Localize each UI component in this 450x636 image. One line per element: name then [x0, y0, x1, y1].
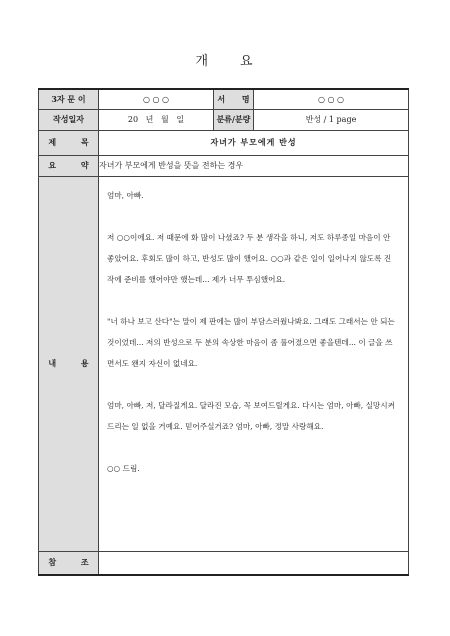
letter-greeting: 엄마, 아빠. [107, 190, 144, 200]
page-title-left: 개 [195, 54, 210, 69]
letter-body [99, 177, 408, 487]
signature-value[interactable]: ○ ○ ○ [254, 89, 409, 109]
subject-value[interactable]: 자녀가 부모에게 반성 [99, 130, 409, 155]
author-value[interactable]: ○ ○ ○ [99, 89, 214, 109]
date-label: 작성일자 [39, 109, 99, 130]
overview-form-table [38, 88, 409, 576]
reference-label: 참 조 [39, 551, 99, 575]
letter-closing: ○○ 드림. [107, 463, 140, 473]
category-label: 분류/분량 [214, 109, 254, 130]
summary-value[interactable]: 자녀가 부모에게 반성을 뜻을 전하는 경우 [99, 155, 409, 176]
reference-value[interactable] [99, 551, 409, 575]
summary-label: 요 약 [39, 155, 99, 176]
page-title [0, 50, 450, 69]
summary-row [39, 155, 409, 176]
letter-paragraph-3: 엄마, 아빠, 저, 달라질게요. 달라진 모습, 꼭 보여드릴게요. 다시는 엄마, 아빠, 실망시켜 드리는 일 없을 거예요. 믿어주실거죠? 엄마, 아빠, 정말 사랑해요. [107, 400, 395, 431]
content-cell[interactable] [99, 176, 409, 551]
content-row [39, 176, 409, 551]
category-value[interactable]: 반성 / 1 page [254, 109, 409, 130]
author-row [39, 89, 409, 109]
letter-paragraph-2: "너 하나 보고 산다"는 말이 제 판에는 많이 부담스러웠나봐요. 그래도 그래서는 안 되는 것이었데... 저의 반성으로 두 분의 속상한 마음이 좀 풀어졌으면 좋을텐데... 이 글을 쓰면서도 왠지 자신이 없네요. [107, 316, 395, 368]
content-label: 내 용 [39, 176, 99, 551]
letter-paragraph-1: 저 ○○이에요. 저 때문에 화 많이 나셨죠? 두 분 생각을 하니, 저도 하루종일 마음이 안 좋았어요. 후회도 많이 하고, 반성도 많이 했어요. ○○과 같은 일이 일어나지 않도록 진작에 준비를 했어야만 했는데... 제가 너무 투심했어요. [107, 232, 392, 284]
subject-row [39, 130, 409, 155]
date-value[interactable]: 20 년 월 일 [99, 109, 214, 130]
author-label: 3자 문 이 [39, 89, 99, 109]
page-title-right: 요 [240, 54, 255, 69]
date-row [39, 109, 409, 130]
subject-label: 제 목 [39, 130, 99, 155]
signature-label: 서 명 [214, 89, 254, 109]
reference-row [39, 551, 409, 575]
